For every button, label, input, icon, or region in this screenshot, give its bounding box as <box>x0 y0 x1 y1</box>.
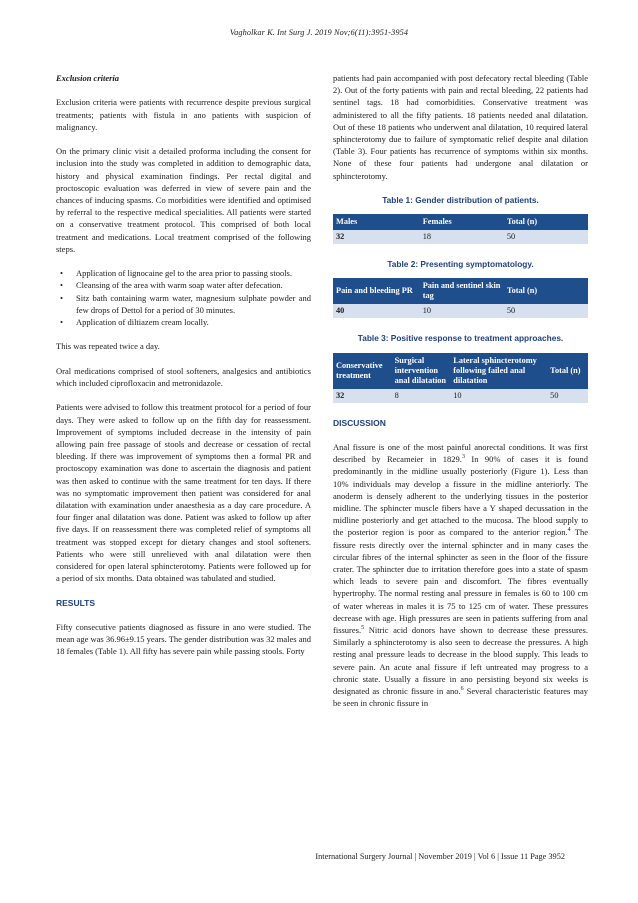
table-cell: 40 <box>333 304 420 318</box>
citation-ref: 6 <box>460 686 464 693</box>
table-cell: 50 <box>547 389 588 403</box>
right-column <box>333 72 588 722</box>
table-row <box>333 304 588 318</box>
local-treatment-list <box>56 267 311 328</box>
paragraph: On the primary clinic visit a detailed proforma including the consent for inclusion into the study was completed in addition to demographic data, history and physical examination findings. Per rectal digital and proctoscopic evaluation was deferred in view of severe pain and the chances of inducing spasms. Co morbidities were identified and optimised by referral to the respective medical specialities. All patients were started on a conservative treatment protocol. This comprised of both local treatment and medications. Local treatment comprised of the following steps. <box>56 146 311 254</box>
bullet-icon: • <box>60 317 63 328</box>
citation-ref: 5 <box>361 625 365 632</box>
paragraph: This was repeated twice a day. <box>56 341 160 352</box>
table-row <box>333 389 588 403</box>
list-item: • Application of lignocaine gel to the area prior to passing stools. <box>60 268 292 279</box>
page-footer: International Surgery Journal | November 2019 | Vol 6 | Issue 11 Page 3952 <box>315 852 565 861</box>
table-cell: 50 <box>504 304 588 318</box>
table-cell: 10 <box>450 389 547 403</box>
table-header-cell: Pain and sentinel skin tag <box>420 278 504 304</box>
table-cell: 32 <box>333 230 420 244</box>
table1-gender-distribution <box>333 214 588 244</box>
table-cell: 50 <box>504 230 588 244</box>
table-header-cell: Total (n) <box>504 278 588 304</box>
table-cell: 18 <box>420 230 504 244</box>
table-cell: 8 <box>392 389 451 403</box>
paragraph: Exclusion criteria were patients with recurrence despite previous surgical treatments; patients with fistula in ano patients with suspicion of malignancy. <box>56 97 311 132</box>
left-column <box>56 72 311 670</box>
bullet-icon: • <box>60 292 63 303</box>
list-item: • Sitz bath containing warm water, magnesium sulphate powder and few drops of Dettol for a period of 30 minutes. <box>60 292 311 315</box>
paragraph: Fifty consecutive patients diagnosed as fissure in ano were studied. The mean age was 36.96±9.15 years. The gender distribution was 32 males and 18 females (Table 1). All fifty has severe pain while passing stools. Forty <box>56 622 311 657</box>
citation-ref: 3 <box>461 454 465 461</box>
table-header-cell: Pain and bleeding PR <box>333 278 420 304</box>
paragraph: Anal fissure is one of the most painful anorectal conditions. It was first described by Recameier in 1829.$^3$ In 90% of cases it is found predominantly in the midline usually posteriorly (Figure 1). Less than 10% individuals may develop a fissure in the midline anteriorly. The anoderm is densely adherent to the underlying tissues in the posterior midline. The sphincter muscle fibers have a Y shaped decussation in the midline posteriorly and get attached to the mucosa. The blood supply to the posterior region is poor as compared to the anterior region.$^4$ The fissure rests directly over the internal sphincter and in many cases the circular fibres of the internal sphincter as seen in the floor of the fissure crater. The sphincter due to irritation therefore goes into a state of spasm which leads to severe pain and discomfort. The fibres eventually hypertrophy. The normal resting anal pressure in females is 60 to 100 cm of water whereas in males it is 75 to 125 cm of water. These pressures decrease with age. High pressures are seen in patients suffering from anal fissures.$^5$ Nitric acid donors have shown to decrease these pressures. Similarly a sphincterotomy is also seen to decrease the pressures. A high resting anal pressure leads to decrease in the blood supply. This leads to severe pain. An acute anal fissure if left untreated may progress to a chronic state. Usually a fissure in ano persisting beyond six weeks is designated as chronic fissure in ano.$^6$ Several characteristic features may be seen in chronic fissure in <box>333 442 589 709</box>
paragraph: Oral medications comprised of stool softeners, analgesics and antibiotics which included ciprofloxacin and metronidazole. <box>56 365 311 388</box>
table-row <box>333 230 588 244</box>
table2-presenting-symptomatology <box>333 278 588 318</box>
paragraph: Patients were advised to follow this treatment protocol for a period of four days. They were asked to follow up on the fifth day for reassessment. Improvement of symptoms included decrease in the intensity of pain allowing pain free passage of stools and decrease or cessation of rectal bleeding. If there was improvement of symptoms then a formal PR and proctoscopy examination was done to ascertain the diagnosis and patient was then asked to continue with the same treatment for ten days. If there was no symptomatic improvement then patient was considered for anal dilatation with examination under anaesthesia as a day care procedure. A four finger anal dilatation was done. Patient was asked to follow up after five days. If on reassessment there was completed relief of symptoms all treatment was stopped except for dietary changes and stool softeners. Patients who were still unrelieved with anal dilatation were then considered for open lateral sphincterotomy. Patients were followed up for a period of six months. Data obtained was tabulated and studied. <box>56 402 311 584</box>
bullet-icon: • <box>60 280 63 291</box>
results-heading: RESULTS <box>56 597 96 608</box>
discussion-heading: DISCUSSION <box>333 417 386 428</box>
list-item: • Cleansing of the area with warm soap water after defecation. <box>60 280 283 291</box>
table-header-cell: Total (n) <box>547 353 588 389</box>
table3-caption: Table 3: Positive response to treatment approaches. <box>357 333 564 344</box>
running-header: Vagholkar K. Int Surg J. 2019 Nov;6(11):3951-3954 <box>229 28 409 37</box>
table-header-cell: Lateral sphincterotomy following failed anal dilatation <box>450 353 547 389</box>
table1-caption: Table 1: Gender distribution of patients. <box>382 195 539 206</box>
table-cell: 32 <box>333 389 392 403</box>
list-item: • Application of diltiazem cream locally. <box>60 317 209 328</box>
table-header-cell: Surgical intervention anal dilatation <box>392 353 451 389</box>
paragraph: patients had pain accompanied with post defecatory rectal bleeding (Table 2). Out of the forty patients with pain and rectal bleeding, 22 patients had sentinel tags. 18 had comorbidities. Conservative treatment was administered to all the fifty patients. 18 patients needed anal dilatation. Out of these 18 patients who underwent anal dilatation, 10 required lateral sphincterotomy due to failure of symptomatic relief despite anal dilation (Table 3). Four patients has recurrence of symptoms within six months. None of these four patients had undergone anal dilatation or sphincterotomy. <box>333 73 588 181</box>
bullet-icon: • <box>60 268 63 279</box>
table2-caption: Table 2: Presenting symptomatology. <box>387 259 534 270</box>
exclusion-criteria-heading: Exclusion criteria <box>56 73 120 83</box>
table-header-cell: Total (n) <box>504 214 588 230</box>
table-header-cell: Females <box>420 214 504 230</box>
citation-ref: 4 <box>567 527 571 534</box>
table-cell: 10 <box>420 304 504 318</box>
table-header-cell: Males <box>333 214 420 230</box>
table-header-cell: Conservative treatment <box>333 353 392 389</box>
table3-treatment-response <box>333 353 588 403</box>
